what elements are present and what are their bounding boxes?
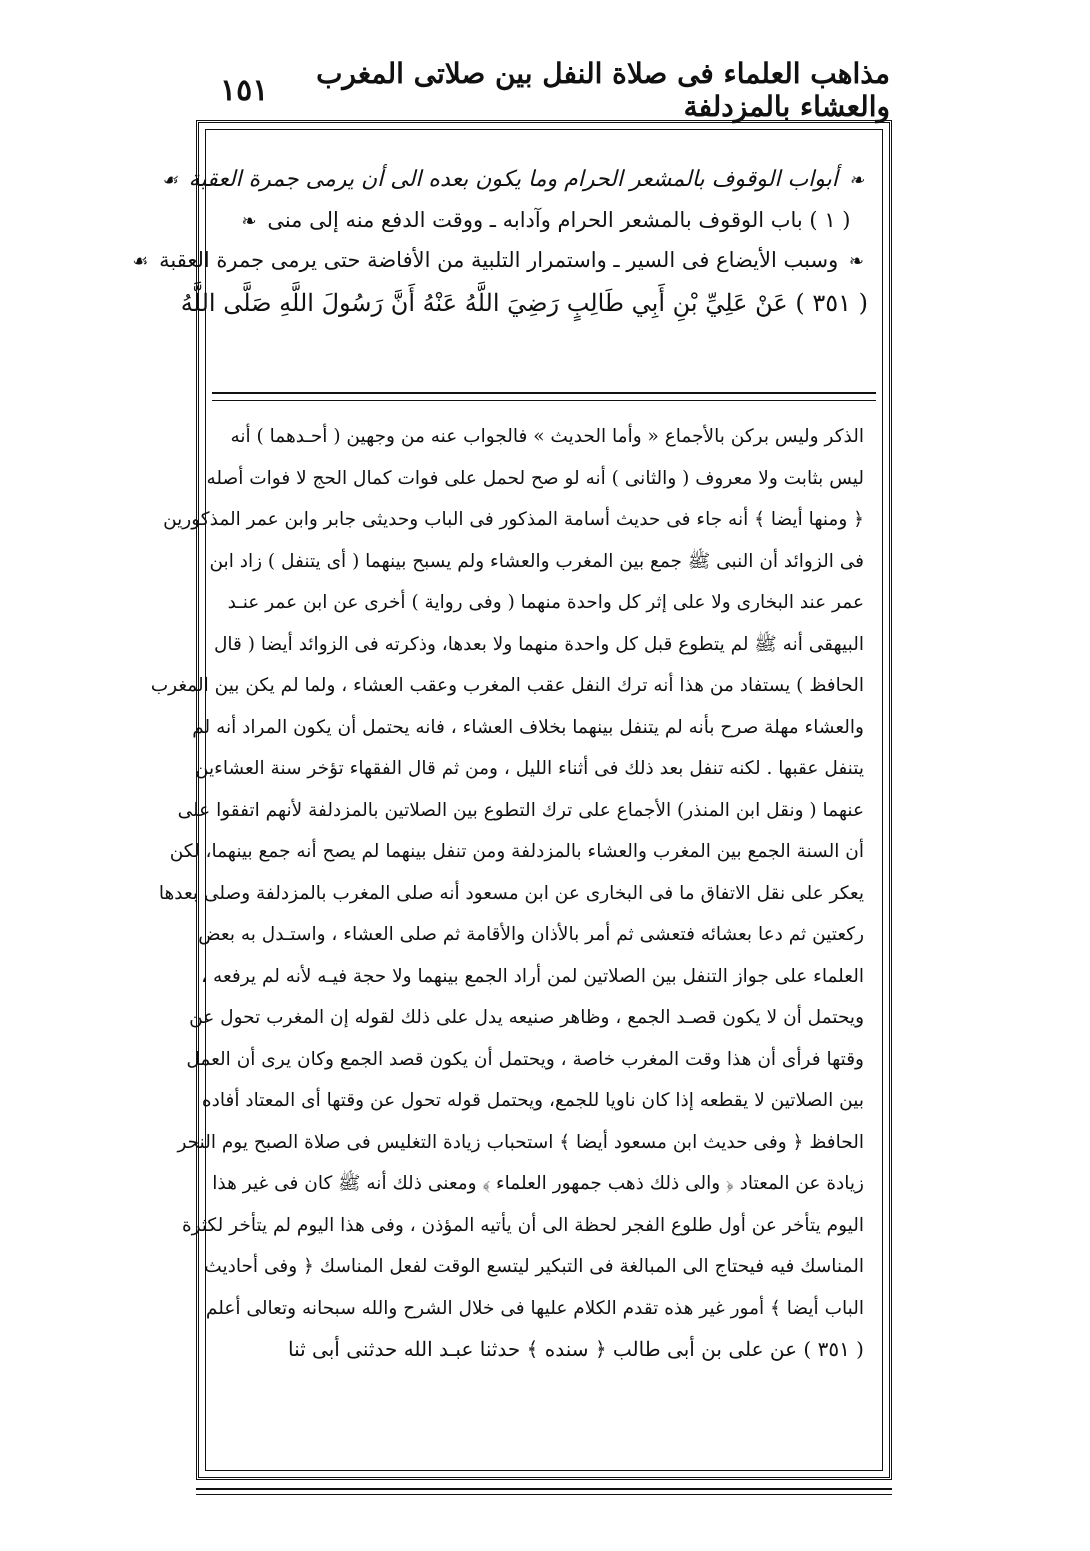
chapter-heading-text: أبواب الوقوف بالمشعر الحرام وما يكون بعده الى أن يرمى جمرة العقبة bbox=[188, 167, 838, 192]
ornament-icon: ❧ bbox=[241, 211, 257, 232]
commentary-line: ويحتمل أن لا يكون قصـد الجمع ، وظاهر صنيعه يدل على ذلك لقوله إن المغرب تحول عن bbox=[189, 1007, 864, 1028]
commentary-line: اليوم يتأخر عن أول طلوع الفجر لحظة الى أن يأتيه المؤذن ، وفى هذا اليوم لم يتأخر لكثرة bbox=[181, 1214, 864, 1236]
section-heading-2-text: وسبب الأيضاع فى السير ـ واستمرار التلبية من الأفاضة حتى يرمى جمرة العقبة bbox=[159, 248, 839, 272]
page-number: ١٥١ bbox=[220, 72, 269, 108]
section-heading-2 bbox=[132, 240, 868, 280]
commentary-line: زيادة عن المعتاد ﴿ والى ذلك ذهب جمهور العلماء ﴾ ومعنى ذلك أنه ﷺ كان فى غير هذا bbox=[212, 1173, 864, 1194]
commentary-line: عنهما ( ونقل ابن المنذر) الأجماع على ترك التطوع بين الصلاتين بالمزدلفة لأنهم اتفقوا على bbox=[177, 799, 864, 821]
hadith-line: ( ٣٥١ ) عَنْ عَلِيِّ بْنِ أَبِي طَالِبٍ رَضِيَ اللَّهُ عَنْهُ أَنَّ رَسُولَ اللَّهِ صَلَّى اللَّهُ bbox=[180, 289, 868, 317]
page-header bbox=[220, 57, 890, 123]
section-heading bbox=[220, 200, 868, 240]
commentary-line: بين الصلاتين لا يقطعه إذا كان ناويا للجمع، ويحتمل قوله تحول عن وقتها أى المعتاد أفاده bbox=[201, 1090, 864, 1111]
section-heading-text: ( ١ ) باب الوقوف بالمشعر الحرام وآدابه ـ ووقت الدفع منه إلى منى bbox=[267, 208, 851, 232]
ornament-icon: ❧ bbox=[848, 170, 864, 191]
commentary-line: ﴿ ومنها أيضا ﴾ أنه جاء فى حديث أسامة المذكور فى الباب وحديثى جابر وابن عمر المذكورين bbox=[163, 509, 864, 530]
bottom-rule bbox=[196, 1488, 892, 1495]
commentary-line: عمر عند البخارى ولا على إثر كل واحدة منهما ( وفى رواية ) أخرى عن ابن عمر عنـد bbox=[227, 592, 864, 613]
commentary-line: الذكر وليس بركن بالأجماع « وأما الحديث » فالجواب عنه من وجهين ( أحـدهما ) أنه bbox=[230, 426, 864, 447]
commentary-line: أن السنة الجمع بين المغرب والعشاء بالمزدلفة ومن تنفل بينهما لم يصح أنه جمع بينهما، لكن bbox=[169, 841, 864, 862]
ornament-icon: ☙ bbox=[132, 251, 149, 272]
inner-frame bbox=[132, 129, 883, 1471]
commentary-line: الحافظ ) يستفاد من هذا أنه ترك النفل عقب المغرب وعقب العشاء ، ولما لم يكن بين المغرب bbox=[150, 675, 864, 696]
commentary-line: الحافظ ﴿ وفى حديث ابن مسعود أيضا ﴾ استحباب زيادة التغليس فى صلاة الصبح يوم النحر bbox=[177, 1131, 864, 1153]
ornament-icon: ❧ bbox=[848, 251, 864, 272]
chapter-heading bbox=[161, 160, 868, 200]
commentary-line: العلماء على جواز التنفل بين الصلاتين لمن أراد الجمع بينهما ولا حجة فيـه لأنه لم يرفعه ، bbox=[201, 965, 864, 987]
page-title: مذاهب العلماء فى صلاة النفل بين صلاتى المغرب والعشاء بالمزدلفة bbox=[316, 57, 890, 123]
commentary-line: المناسك فيه فيحتاج الى المبالغة فى التبكير ليتسع الوقت لفعل المناسك ﴿ وفى أحاديث bbox=[204, 1256, 864, 1277]
commentary-line: ركعتين ثم دعا بعشائه فتعشى ثم أمر بالأذان والأقامة ثم صلى العشاء ، واستـدل به بعض bbox=[198, 924, 864, 945]
commentary-line: يتنفل عقبها . لكنه تنفل بعد ذلك فى أثناء الليل ، ومن ثم قال الفقهاء تؤخر سنة العشاءين bbox=[194, 758, 864, 779]
commentary-line: فى الزوائد أن النبى ﷺ جمع بين المغرب والعشاء ولم يسبح بينهما ( أى يتنفل ) زاد ابن bbox=[209, 550, 864, 572]
top-block bbox=[132, 160, 868, 326]
commentary-line: يعكر على نقل الاتفاق ما فى البخارى عن ابن مسعود أنه صلى المغرب بالمزدلفة وصلى بعدها bbox=[158, 882, 864, 904]
text-frame bbox=[132, 120, 892, 1480]
commentary-line: وقتها فرأى أن هذا وقت المغرب خاصة ، ويحتمل أن يكون قصد الجمع وكان يرى أن العمل bbox=[186, 1048, 864, 1070]
commentary-line: ليس بثابت ولا معروف ( والثانى ) أنه لو صح لحمل على فوات كمال الحج لا فوات أصله bbox=[206, 467, 864, 489]
commentary-line: البيهقى أنه ﷺ لم يتطوع قبل كل واحدة منهما ولا بعدها، وذكرته فى الزوائد أيضا ( قال bbox=[213, 633, 864, 655]
commentary bbox=[150, 416, 864, 1371]
commentary-line-sanad: ( ٣٥١ ) عن على بن أبى طالب ﴿ سنده ﴾ حدثنا عبـد الله حدثنى أبى ثنا bbox=[288, 1337, 864, 1361]
commentary-line: الباب أيضا ﴾ أمور غير هذه تقدم الكلام عليها فى خلال الشرح والله سبحانه وتعالى أعلم bbox=[205, 1297, 864, 1319]
separator bbox=[212, 392, 876, 401]
ornament-icon: ☙ bbox=[161, 170, 178, 191]
commentary-line: والعشاء مهلة صرح بأنه لم يتنفل بينهما بخلاف العشاء ، فانه يحتمل أن يكون المراد أنه لم bbox=[192, 716, 864, 738]
